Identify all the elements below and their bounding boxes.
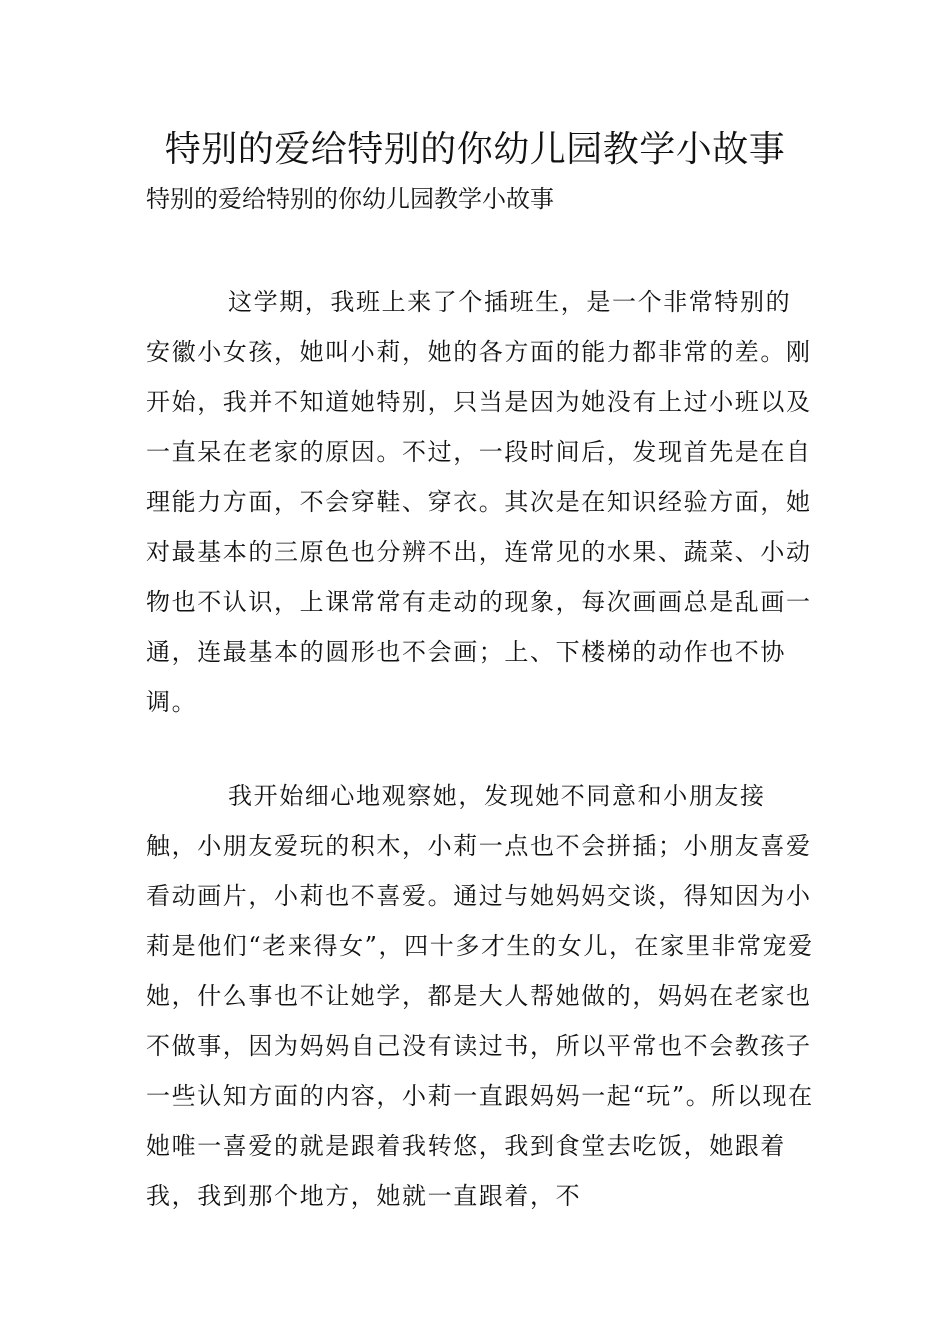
document-title: 特别的爱给特别的你幼儿园教学小故事	[164, 129, 786, 170]
body-paragraph-2: 我开始细心地观察她，发现她不同意和小朋友接触，小朋友爱玩的积木，小莉一点也不会拼插；小朋友喜爱看动画片，小莉也不喜爱。通过与她妈妈交谈，得知因为小莉是他们“老来得女”，四十多才生的女儿，在家里非常宠爱她，什么事也不让她学，都是大人帮她做的，妈妈在老家也不做事，因为妈妈自己没有读过书，所以平常也不会教孩子一些认知方面的内容，小莉一直跟妈妈一起“玩”。所以现在她唯一喜爱的就是跟着我转悠，我到食堂去吃饭，她跟着我，我到那个地方，她就一直跟着，不	[146, 782, 814, 1210]
body-paragraph-1: 这学期，我班上来了个插班生，是一个非常特别的安徽小女孩，她叫小莉，她的各方面的能力都非常的差。刚开始，我并不知道她特别，只当是因为她没有上过小班以及一直呆在老家的原因。不过，一段时间后，发现首先是在自理能力方面，不会穿鞋、穿衣。其次是在知识经验方面，她对最基本的三原色也分辨不出，连常见的水果、蔬菜、小动物也不认识，上课常常有走动的现象，每次画画总是乱画一通，连最基本的圆形也不会画；上、下楼梯的动作也不协调。	[146, 288, 812, 716]
document-subtitle: 特别的爱给特别的你幼儿园教学小故事	[146, 185, 554, 213]
